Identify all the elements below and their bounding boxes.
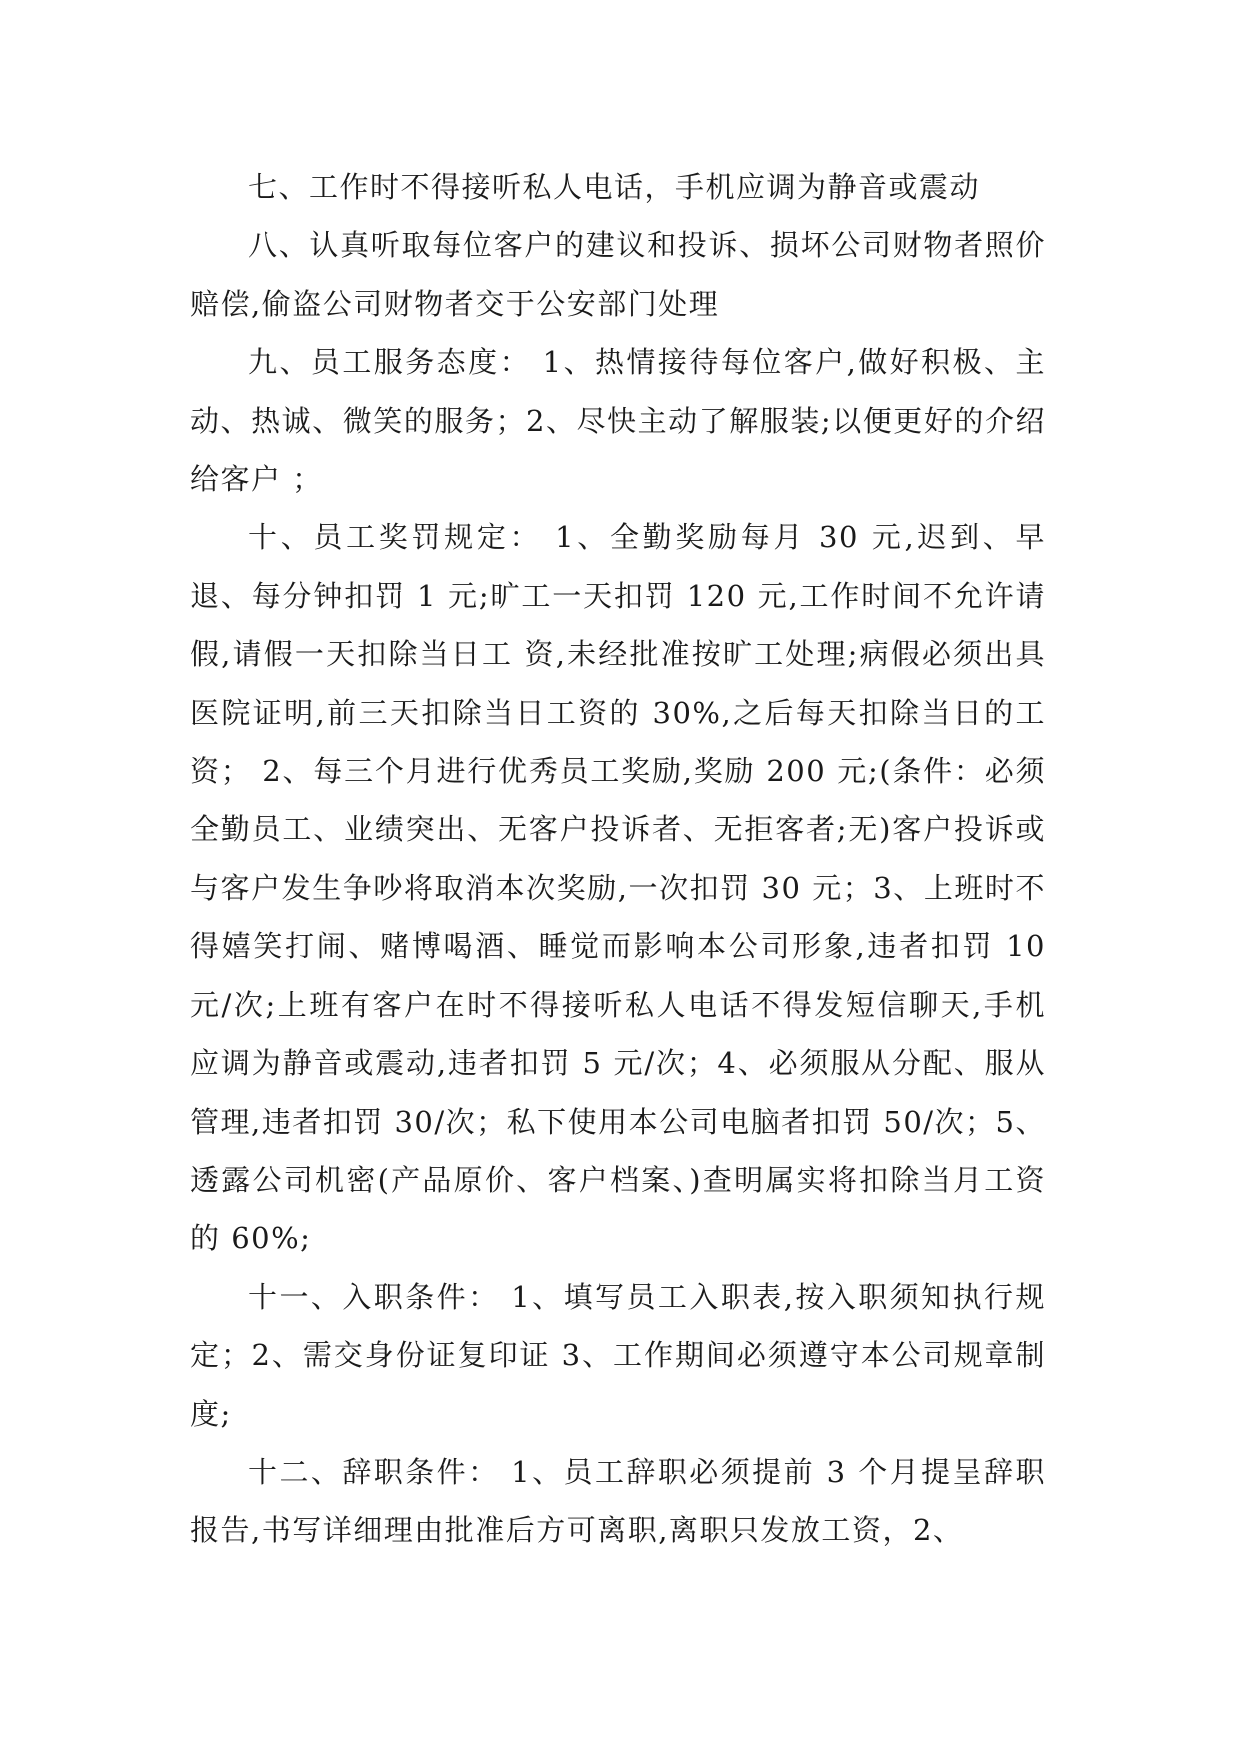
paragraph-rule-8: 八、认真听取每位客户的建议和投诉、损坏公司财物者照价赔偿,偷盗公司财物者交于公安部门处理 [190,228,1046,321]
paragraph-rule-10: 十、员工奖罚规定： 1、全勤奖励每月 30 元,迟到、早退、每分钟扣罚 1 元;旷工一天扣罚 120 元,工作时间不允许请假,请假一天扣除当日工 资,未经批准按旷工处理;病假必须出具医院证明,前三天扣除当日工资的 30%,之后每天扣除当日的工资； 2、每三个月进行优秀员工奖励,奖励 200 元;(条件：必须全勤员工、业绩突出、无客户投诉者、无拒客者;无)客户投诉或与客户发生争吵将取消本次奖励,一次扣罚 30 元；3、上班时不得嬉笑打闹、赌博喝酒、睡觉而影响本公司形象,违者扣罚 10 元/次;上班有客户在时不得接听私人电话不得发短信聊天,手机应调为静音或震动,违者扣罚 5 元/次；4、必须服从分配、服从管理,违者扣罚 30/次；私下使用本公司电脑者扣罚 50/次；5、透露公司机密(产品原价、客户档案、)查明属实将扣除当月工资的 60%; [190,520,1046,1256]
paragraph-rule-12: 十二、辞职条件： 1、员工辞职必须提前 3 个月提呈辞职报告,书写详细理由批准后方可离职,离职只发放工资，2、 [190,1454,1046,1548]
paragraph-rule-9: 九、员工服务态度： 1、热情接待每位客户,做好积极、主动、热诚、微笑的服务；2、尽快主动了解服装;以便更好的介绍给客户 ； [190,345,1046,497]
document-body [190,158,1046,1560]
paragraph-rule-11: 十一、入职条件： 1、填写员工入职表,按入职须知执行规定；2、需交身份证复印证 3、工作期间必须遵守本公司规章制度; [190,1279,1046,1431]
paragraph-rule-7: 七、工作时不得接听私人电话，手机应调为静音或震动 [248,170,981,204]
